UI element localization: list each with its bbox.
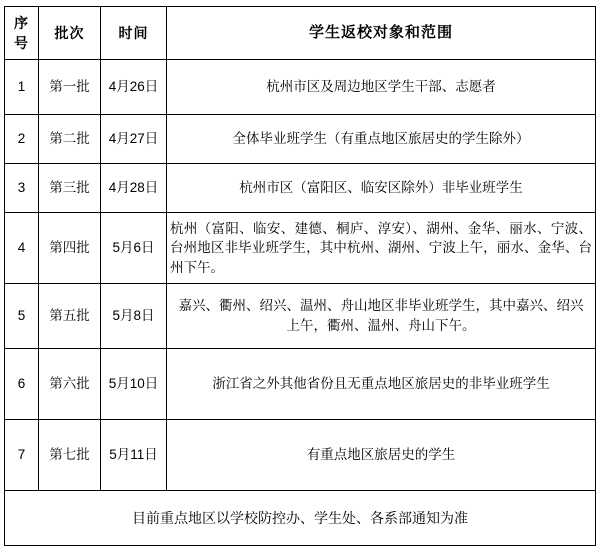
- cell-date: 5月11日: [101, 420, 167, 491]
- cell-batch: 第五批: [39, 284, 101, 349]
- column-header-batch: 批次: [39, 7, 101, 60]
- table-footer-row: [5, 491, 596, 546]
- cell-scope: 嘉兴、衢州、绍兴、温州、舟山地区非毕业班学生，其中嘉兴、绍兴上午，衢州、温州、舟山下午。: [167, 284, 596, 349]
- cell-batch: 第七批: [39, 420, 101, 491]
- table-header-row: [5, 7, 596, 60]
- column-header-date: 时间: [101, 7, 167, 60]
- table-header: [5, 7, 596, 60]
- table-row: [5, 349, 596, 420]
- cell-scope: 杭州市区及周边地区学生干部、志愿者: [167, 60, 596, 115]
- table-row: [5, 213, 596, 284]
- cell-date: 5月8日: [101, 284, 167, 349]
- table-row: [5, 60, 596, 115]
- table-row: [5, 164, 596, 213]
- table-body: [5, 60, 596, 546]
- cell-seq: 1: [5, 60, 39, 115]
- return-schedule-table: [4, 6, 596, 546]
- cell-date: 4月26日: [101, 60, 167, 115]
- cell-seq: 4: [5, 213, 39, 284]
- cell-seq: 6: [5, 349, 39, 420]
- cell-scope: 全体毕业班学生（有重点地区旅居史的学生除外）: [167, 115, 596, 164]
- cell-batch: 第四批: [39, 213, 101, 284]
- cell-scope: 杭州市区（富阳区、临安区除外）非毕业班学生: [167, 164, 596, 213]
- table-row: [5, 284, 596, 349]
- cell-date: 4月27日: [101, 115, 167, 164]
- cell-date: 5月6日: [101, 213, 167, 284]
- cell-scope: 有重点地区旅居史的学生: [167, 420, 596, 491]
- cell-seq: 7: [5, 420, 39, 491]
- cell-batch: 第一批: [39, 60, 101, 115]
- cell-batch: 第二批: [39, 115, 101, 164]
- column-header-scope: 学生返校对象和范围: [167, 7, 596, 60]
- cell-batch: 第六批: [39, 349, 101, 420]
- cell-scope: 浙江省之外其他省份且无重点地区旅居史的非毕业班学生: [167, 349, 596, 420]
- footer-note: 目前重点地区以学校防控办、学生处、各系部通知为准: [5, 491, 596, 546]
- table-row: [5, 420, 596, 491]
- cell-seq: 5: [5, 284, 39, 349]
- cell-date: 4月28日: [101, 164, 167, 213]
- cell-scope: 杭州（富阳、临安、建德、桐庐、淳安）、湖州、金华、丽水、宁波、台州地区非毕业班学生，其中杭州、湖州、宁波上午，丽水、金华、台州下午。: [167, 213, 596, 284]
- cell-batch: 第三批: [39, 164, 101, 213]
- cell-seq: 3: [5, 164, 39, 213]
- column-header-seq: 序号: [5, 7, 39, 60]
- cell-date: 5月10日: [101, 349, 167, 420]
- table-row: [5, 115, 596, 164]
- cell-seq: 2: [5, 115, 39, 164]
